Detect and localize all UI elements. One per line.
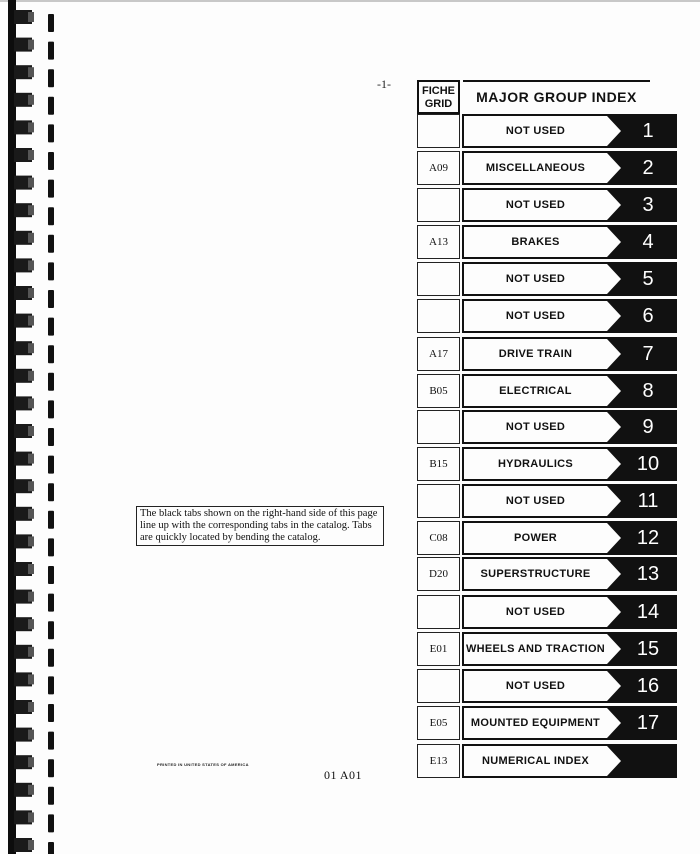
group-label: NOT USED xyxy=(464,412,607,442)
index-row xyxy=(417,337,677,371)
group-number: 4 xyxy=(642,231,654,253)
tab-arrow xyxy=(607,301,621,331)
index-row xyxy=(417,744,677,778)
index-row xyxy=(417,151,677,185)
group-number: 13 xyxy=(636,563,660,585)
group-number: 12 xyxy=(636,527,660,549)
index-row xyxy=(417,410,677,444)
index-row xyxy=(417,484,677,518)
group-label: HYDRAULICS xyxy=(464,449,607,479)
fiche-grid-cell xyxy=(417,114,460,148)
fiche-grid-cell xyxy=(417,484,460,518)
index-row xyxy=(417,447,677,481)
index-row xyxy=(417,669,677,703)
group-number: 15 xyxy=(636,638,660,660)
tab-arrow xyxy=(607,412,621,442)
group-number: 3 xyxy=(642,194,654,216)
group-number: 2 xyxy=(642,157,654,179)
group-label: NOT USED xyxy=(464,486,607,516)
fiche-grid-cell: B05 xyxy=(417,374,460,408)
group-number: 7 xyxy=(642,343,654,365)
group-number: 17 xyxy=(636,712,660,734)
index-row xyxy=(417,299,677,333)
fiche-grid-cell: E13 xyxy=(417,744,460,778)
tab-arrow xyxy=(607,671,621,701)
printed-in-usa: PRINTED IN UNITED STATES OF AMERICA xyxy=(157,762,249,767)
tab-arrow xyxy=(607,264,621,294)
page-number: -1- xyxy=(377,77,391,91)
group-number: 1 xyxy=(642,120,654,142)
index-row xyxy=(417,262,677,296)
fiche-grid-cell xyxy=(417,188,460,222)
group-number: 10 xyxy=(636,453,660,475)
tab-arrow xyxy=(607,597,621,627)
tab-arrow xyxy=(607,153,621,183)
fiche-grid-cell: B15 xyxy=(417,447,460,481)
tab-arrow xyxy=(607,634,621,664)
tab-arrow xyxy=(607,708,621,738)
group-number: 14 xyxy=(636,601,660,623)
group-number: 8 xyxy=(642,380,654,402)
fiche-grid-cell xyxy=(417,262,460,296)
fiche-grid-cell: E05 xyxy=(417,706,460,740)
group-label: WHEELS AND TRACTION xyxy=(464,634,607,664)
fiche-grid-cell: E01 xyxy=(417,632,460,666)
fiche-grid-cell: C08 xyxy=(417,521,460,555)
group-label: DRIVE TRAIN xyxy=(464,339,607,369)
index-header xyxy=(417,80,677,114)
page-code: 01 A01 xyxy=(324,768,363,782)
index-row xyxy=(417,188,677,222)
group-label: NOT USED xyxy=(464,597,607,627)
tab-arrow xyxy=(607,449,621,479)
spiral-binding xyxy=(8,0,78,854)
tab-arrow xyxy=(607,559,621,589)
major-group-index xyxy=(417,80,677,767)
index-row xyxy=(417,557,677,591)
group-label: NOT USED xyxy=(464,671,607,701)
fiche-grid-cell: A13 xyxy=(417,225,460,259)
fiche-grid-cell xyxy=(417,669,460,703)
fiche-grid-cell xyxy=(417,299,460,333)
group-number: 11 xyxy=(637,490,659,512)
index-row xyxy=(417,706,677,740)
group-number: 9 xyxy=(642,416,654,438)
page-edge xyxy=(0,0,700,2)
tab-arrow xyxy=(607,486,621,516)
index-row xyxy=(417,521,677,555)
fiche-grid-cell: A17 xyxy=(417,337,460,371)
tab-arrow xyxy=(607,227,621,257)
group-label: MOUNTED EQUIPMENT xyxy=(464,708,607,738)
tab-arrow xyxy=(607,376,621,406)
fiche-grid-cell: D20 xyxy=(417,557,460,591)
group-label: MISCELLANEOUS xyxy=(464,153,607,183)
tab-arrow xyxy=(607,746,621,776)
group-label: POWER xyxy=(464,523,607,553)
tab-note: The black tabs shown on the right-hand side of this page line up with the corresponding tabs in the catalog. Tabs are quickly located by bending the catalog. xyxy=(136,506,384,546)
group-number: 5 xyxy=(642,268,654,290)
index-row xyxy=(417,374,677,408)
group-label: NUMERICAL INDEX xyxy=(464,746,607,776)
group-label: ELECTRICAL xyxy=(464,376,607,406)
group-label: NOT USED xyxy=(464,301,607,331)
fiche-grid-cell xyxy=(417,410,460,444)
group-label: NOT USED xyxy=(464,264,607,294)
group-number: 6 xyxy=(642,305,654,327)
fiche-grid-cell: A09 xyxy=(417,151,460,185)
group-label: BRAKES xyxy=(464,227,607,257)
index-row xyxy=(417,595,677,629)
tab-arrow xyxy=(607,190,621,220)
tab-arrow xyxy=(607,116,621,146)
tab-arrow xyxy=(607,339,621,369)
group-number: 16 xyxy=(636,675,660,697)
group-label: NOT USED xyxy=(464,116,607,146)
index-row xyxy=(417,225,677,259)
fiche-grid-header: FICHE GRID xyxy=(417,80,460,114)
index-title: MAJOR GROUP INDEX xyxy=(463,80,650,114)
group-label: SUPERSTRUCTURE xyxy=(464,559,607,589)
index-row xyxy=(417,632,677,666)
index-row xyxy=(417,114,677,148)
tab-arrow xyxy=(607,523,621,553)
fiche-grid-cell xyxy=(417,595,460,629)
group-label: NOT USED xyxy=(464,190,607,220)
